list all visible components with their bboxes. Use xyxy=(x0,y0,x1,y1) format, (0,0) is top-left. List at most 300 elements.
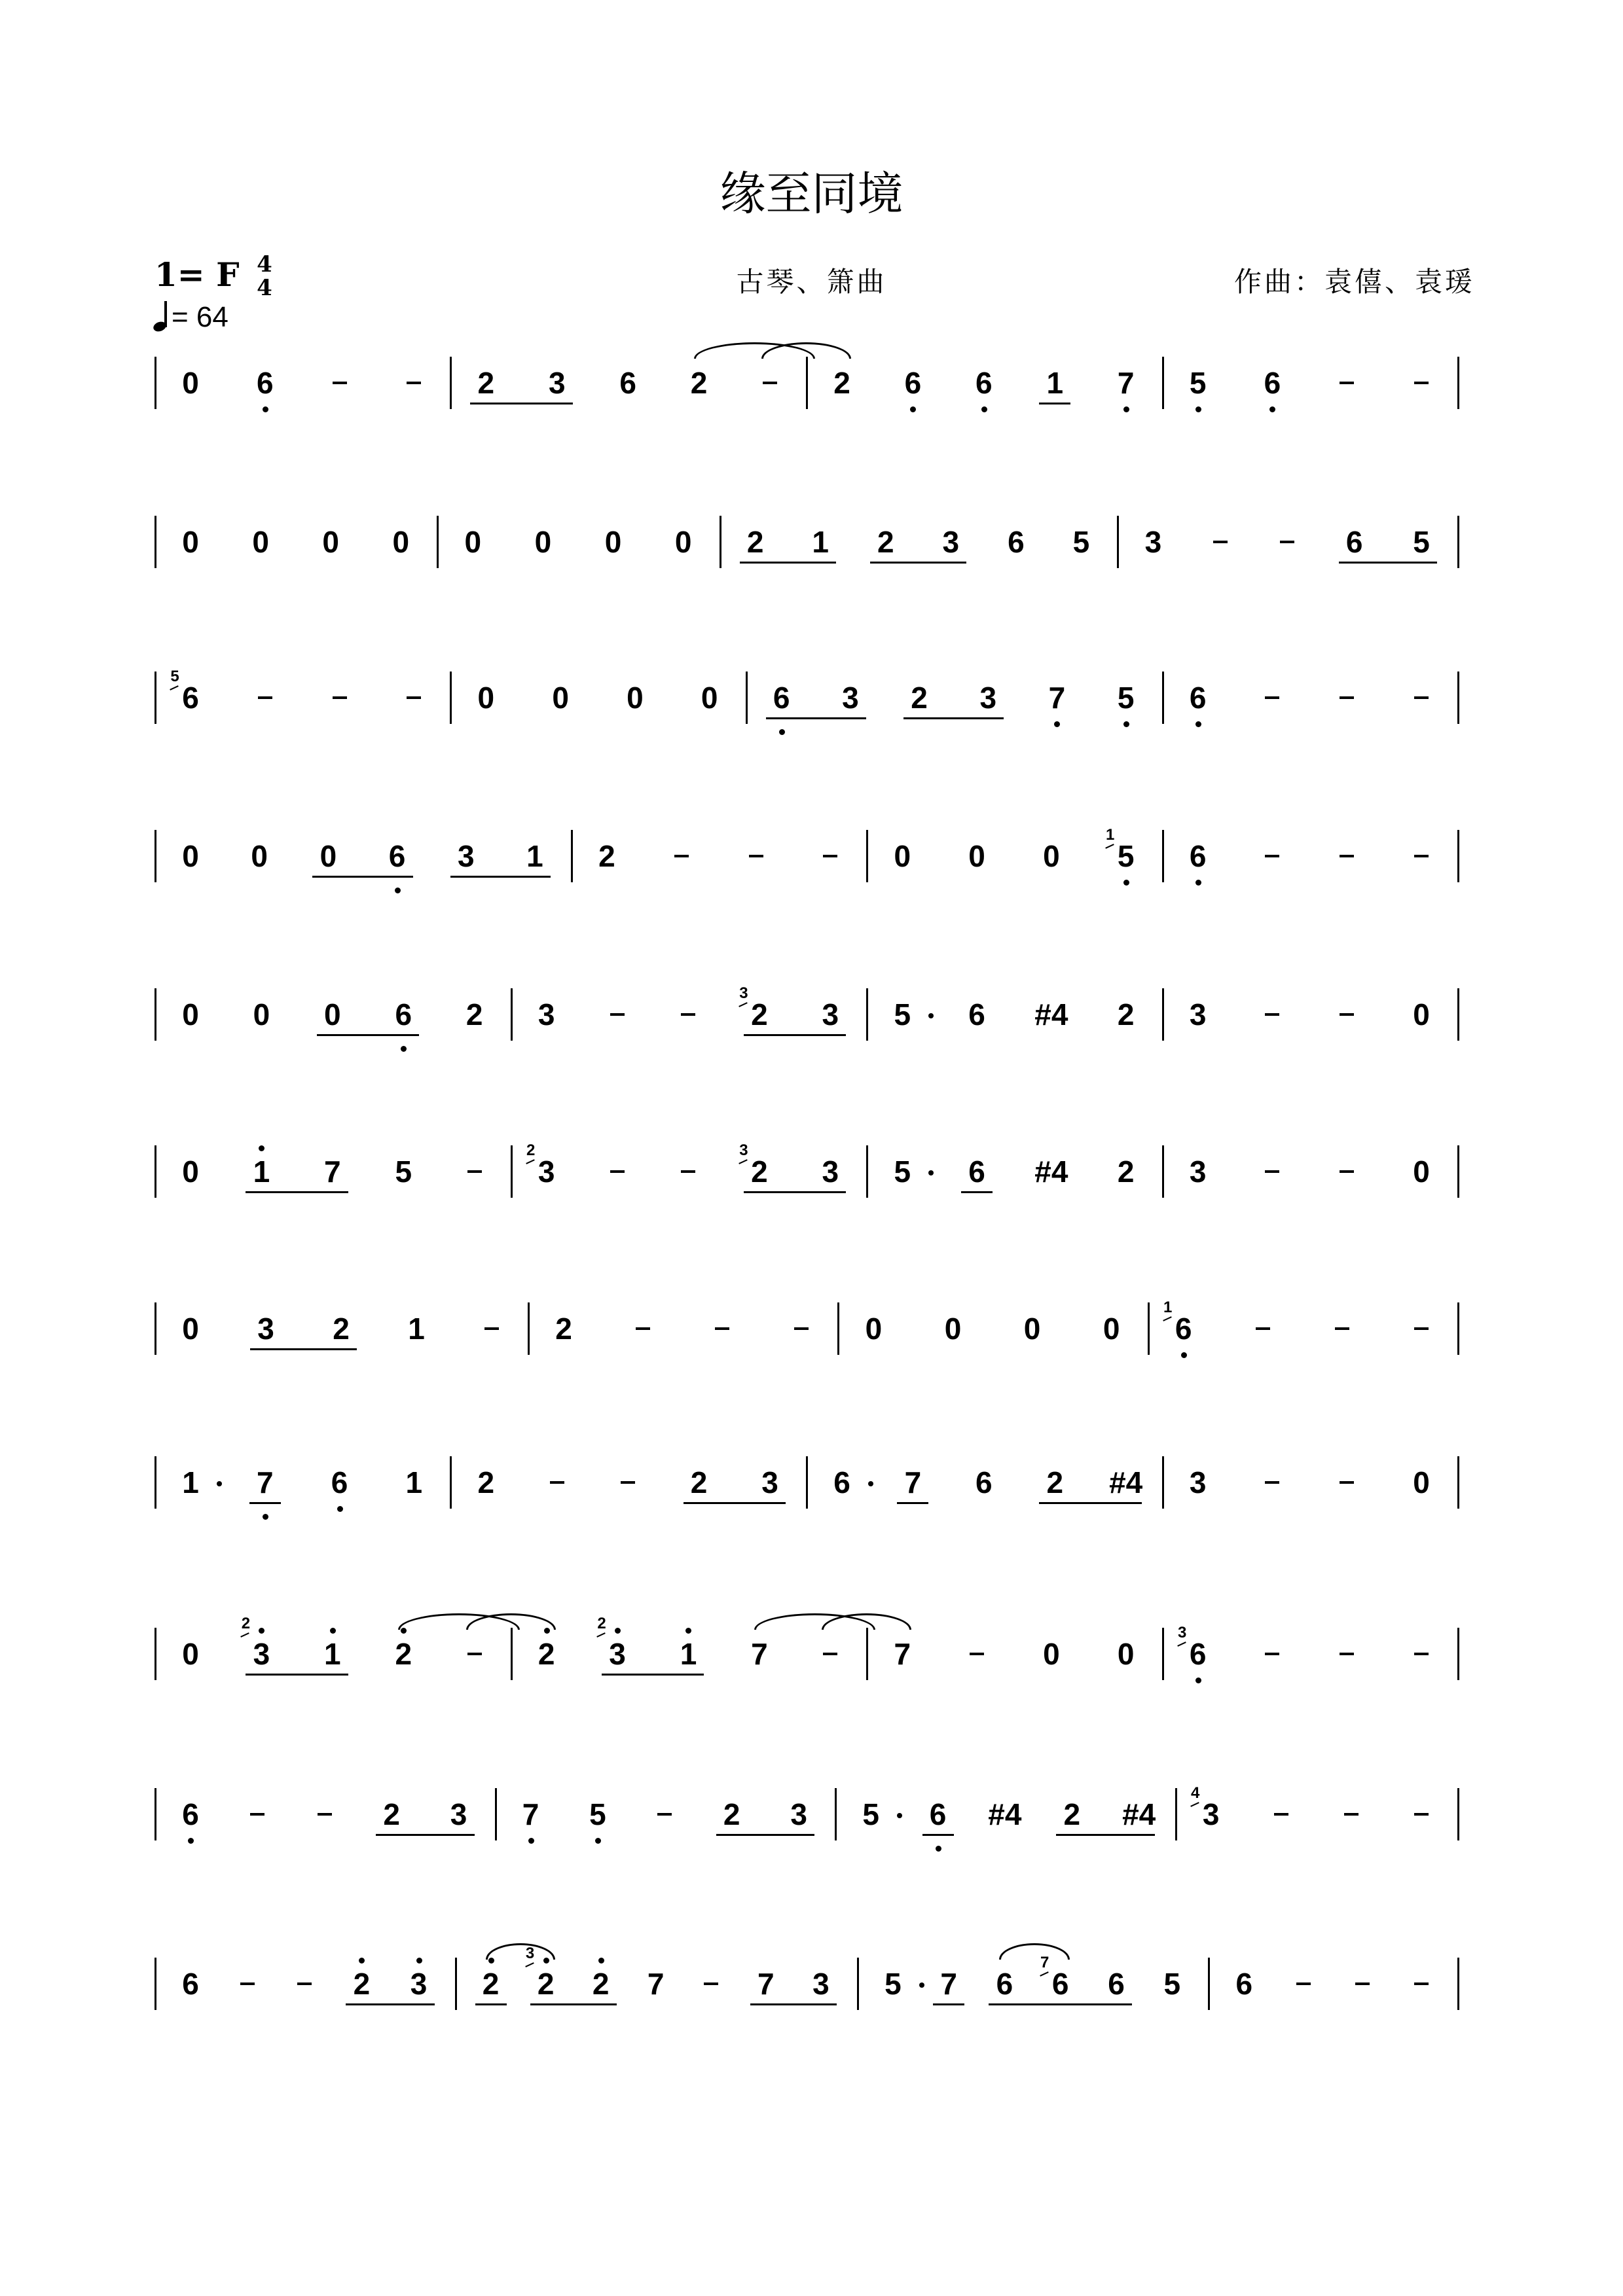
barline xyxy=(571,830,573,882)
eighth-underline xyxy=(1339,562,1437,564)
eighth-underline xyxy=(1056,1834,1154,1836)
barline xyxy=(1457,357,1459,409)
octave-down-dot xyxy=(1123,406,1129,412)
sustain-dash xyxy=(1340,1653,1354,1655)
octave-down-dot xyxy=(395,888,401,893)
page-title: 缘至同境 xyxy=(720,167,903,221)
rest-note: 0 xyxy=(552,681,569,715)
note: 1 xyxy=(812,525,829,559)
barline xyxy=(866,830,868,882)
eighth-underline xyxy=(250,1348,357,1350)
note: 7 xyxy=(522,1797,539,1831)
barline xyxy=(1457,672,1459,724)
sustain-dash xyxy=(704,1982,718,1985)
note: 6 xyxy=(929,1797,947,1831)
sustain-dash xyxy=(297,1982,312,1985)
barline xyxy=(511,1145,513,1198)
note: #4 xyxy=(1109,1465,1143,1499)
sustain-dash xyxy=(550,1481,564,1484)
note: 2 xyxy=(482,1967,500,2001)
note: 2 xyxy=(383,1797,400,1831)
grace-note: 4 xyxy=(1190,1784,1200,1802)
note: 6 xyxy=(1345,525,1363,559)
eighth-underline xyxy=(450,876,551,878)
score-row xyxy=(0,1784,1623,1906)
sustain-dash xyxy=(1414,382,1429,384)
note: 7 xyxy=(751,1637,768,1671)
sustain-dash xyxy=(610,1170,625,1173)
note: 3 xyxy=(410,1967,428,2001)
barline xyxy=(866,1628,868,1680)
note: 2 xyxy=(477,1465,495,1499)
barline xyxy=(1117,516,1119,568)
slur xyxy=(486,1943,555,1960)
note: 6 xyxy=(1264,366,1281,400)
rest-note: 0 xyxy=(1413,997,1430,1031)
octave-down-dot xyxy=(779,729,785,735)
eighth-underline xyxy=(317,1034,419,1036)
octave-down-dot xyxy=(1195,406,1201,412)
note: 1 xyxy=(405,1465,423,1499)
rest-note: 0 xyxy=(182,1637,199,1671)
sustain-dash xyxy=(794,1327,809,1330)
rest-note: 0 xyxy=(251,839,268,873)
barline xyxy=(835,1788,837,1840)
sustain-dash xyxy=(1344,1813,1359,1816)
sustain-dash xyxy=(681,1170,695,1173)
barline xyxy=(528,1302,530,1355)
rest-note: 0 xyxy=(182,525,199,559)
sustain-dash xyxy=(1213,541,1228,543)
note: 3 xyxy=(1189,1155,1207,1189)
sustain-dash xyxy=(318,1813,332,1816)
sustain-dash xyxy=(763,382,777,384)
score-row xyxy=(0,1615,1623,1746)
rest-note: 0 xyxy=(1103,1312,1120,1346)
octave-down-dot xyxy=(263,406,268,412)
note: 5 xyxy=(1072,525,1090,559)
rest-note: 0 xyxy=(894,839,911,873)
grace-note: 3 xyxy=(1177,1624,1187,1641)
note: 5 xyxy=(1189,366,1207,400)
note: 1 xyxy=(680,1637,697,1671)
grace-note: 2 xyxy=(241,1615,251,1632)
rest-note: 0 xyxy=(322,525,340,559)
octave-up-dot xyxy=(416,1958,422,1964)
eighth-underline xyxy=(1039,403,1070,404)
note: 7 xyxy=(894,1637,911,1671)
rest-note: 0 xyxy=(182,1312,199,1346)
rest-note: 0 xyxy=(182,839,199,873)
barline xyxy=(1457,516,1459,568)
rest-note: 0 xyxy=(944,1312,962,1346)
sustain-dash xyxy=(484,1327,499,1330)
octave-down-dot xyxy=(1054,721,1060,727)
note: 5 xyxy=(1163,1967,1181,2001)
note: 2 xyxy=(877,525,894,559)
rest-note: 0 xyxy=(1413,1465,1430,1499)
sustain-dash xyxy=(1414,1327,1429,1330)
barline xyxy=(155,516,156,568)
rest-note: 0 xyxy=(319,839,337,873)
note: 2 xyxy=(477,366,495,400)
note: 5 xyxy=(862,1797,879,1831)
sustain-dash xyxy=(657,1813,672,1816)
sustain-dash xyxy=(970,1653,984,1655)
octave-down-dot xyxy=(1123,880,1129,886)
barline xyxy=(1457,1628,1459,1680)
barline xyxy=(155,988,156,1041)
sustain-dash xyxy=(1265,855,1279,857)
barline xyxy=(866,988,868,1041)
note: 3 xyxy=(822,1155,839,1189)
note: 2 xyxy=(333,1312,350,1346)
rest-note: 0 xyxy=(324,997,341,1031)
note: 2 xyxy=(598,839,615,873)
sustain-dash xyxy=(250,1813,264,1816)
rest-note: 0 xyxy=(604,525,622,559)
eighth-underline xyxy=(750,2003,837,2005)
note: 6 xyxy=(833,1465,850,1499)
key-signature: 1= F xyxy=(155,255,240,294)
barline xyxy=(155,672,156,724)
eighth-underline xyxy=(346,2003,434,2005)
sustain-dash xyxy=(1265,1170,1279,1173)
time-signature-top: 4 xyxy=(257,251,272,278)
sustain-dash xyxy=(1256,1327,1270,1330)
rest-note: 0 xyxy=(627,681,644,715)
barline xyxy=(866,1145,868,1198)
sustain-dash xyxy=(1340,1481,1354,1484)
note: 3 xyxy=(257,1312,274,1346)
note: 1 xyxy=(182,1465,199,1499)
sustain-dash xyxy=(715,1327,729,1330)
sustain-dash xyxy=(1265,696,1279,699)
sustain-dash xyxy=(467,1653,482,1655)
barline xyxy=(155,357,156,409)
grace-note: 3 xyxy=(739,984,748,1002)
eighth-underline xyxy=(475,2003,507,2005)
eighth-underline xyxy=(744,1034,846,1036)
note: 2 xyxy=(751,1155,768,1189)
note: 7 xyxy=(940,1967,957,2001)
note: 3 xyxy=(253,1637,270,1671)
note: 3 xyxy=(822,997,839,1031)
sustain-dash xyxy=(1265,1481,1279,1484)
note: 3 xyxy=(979,681,997,715)
barline xyxy=(155,1302,156,1355)
note: 6 xyxy=(1189,839,1207,873)
note: 6 xyxy=(1175,1312,1192,1346)
note: #4 xyxy=(988,1797,1022,1831)
rest-note: 0 xyxy=(1117,1637,1135,1671)
octave-down-dot xyxy=(1123,721,1129,727)
sustain-dash xyxy=(1340,1013,1354,1016)
score-row xyxy=(0,1465,1623,1574)
note: 6 xyxy=(182,681,199,715)
barline xyxy=(1457,830,1459,882)
note: #4 xyxy=(1122,1797,1156,1831)
barline xyxy=(1457,1302,1459,1355)
note: 2 xyxy=(690,1465,708,1499)
note: 6 xyxy=(976,1465,993,1499)
barline xyxy=(511,1628,513,1680)
barline xyxy=(455,1958,457,2010)
note: 6 xyxy=(968,1155,985,1189)
score-row xyxy=(0,525,1623,634)
grace-note: 7 xyxy=(1040,1954,1049,1971)
barline xyxy=(1162,1145,1164,1198)
sustain-dash xyxy=(1340,382,1354,384)
rest-note: 0 xyxy=(252,525,269,559)
note: 5 xyxy=(1117,839,1135,873)
sustain-dash xyxy=(333,696,347,699)
eighth-underline xyxy=(684,1502,786,1504)
note: 1 xyxy=(526,839,543,873)
octave-up-dot xyxy=(259,1145,264,1151)
barline xyxy=(437,516,439,568)
note: 6 xyxy=(1235,1967,1253,2001)
eighth-underline xyxy=(766,717,866,719)
sustain-dash xyxy=(621,1481,635,1484)
note: 1 xyxy=(1046,366,1064,400)
grace-note: 2 xyxy=(597,1615,606,1632)
eighth-underline xyxy=(376,1834,474,1836)
barline xyxy=(155,1788,156,1840)
sustain-dash xyxy=(674,855,689,857)
score-row xyxy=(0,668,1623,789)
eighth-underline xyxy=(716,1834,814,1836)
note: 6 xyxy=(1008,525,1025,559)
rest-note: 0 xyxy=(182,1155,199,1189)
eighth-underline xyxy=(602,1674,704,1676)
barline xyxy=(1457,1788,1459,1840)
rest-note: 0 xyxy=(464,525,482,559)
barline xyxy=(806,1456,808,1509)
note: 5 xyxy=(894,997,911,1031)
augmentation-dot xyxy=(928,1170,934,1175)
sustain-dash xyxy=(240,1982,255,1985)
grace-note: 3 xyxy=(739,1141,748,1159)
note: 5 xyxy=(884,1967,902,2001)
note: 6 xyxy=(395,997,412,1031)
time-signature-bottom: 4 xyxy=(257,275,272,301)
octave-down-dot xyxy=(910,406,916,412)
barline xyxy=(1148,1302,1150,1355)
sustain-dash xyxy=(258,696,272,699)
note: 2 xyxy=(538,1637,555,1671)
note: 2 xyxy=(1117,1155,1135,1189)
sustain-dash xyxy=(749,855,763,857)
barline xyxy=(1162,988,1164,1041)
eighth-underline xyxy=(903,717,1004,719)
barline xyxy=(495,1788,497,1840)
grace-note: 1 xyxy=(1105,826,1115,844)
note: 3 xyxy=(812,1967,830,2001)
octave-up-dot xyxy=(359,1958,365,1964)
note: 6 xyxy=(388,839,406,873)
composer-credit: 作曲：袁僖、袁瑗 xyxy=(1233,266,1475,298)
note: 7 xyxy=(1117,366,1135,400)
note: #4 xyxy=(1034,997,1068,1031)
sustain-dash xyxy=(1355,1982,1370,1985)
rest-note: 0 xyxy=(182,366,199,400)
note: 6 xyxy=(976,366,993,400)
octave-up-dot xyxy=(259,1628,264,1634)
sustain-dash xyxy=(681,1013,695,1016)
note: 2 xyxy=(465,997,483,1031)
score-row xyxy=(0,984,1623,1106)
note: 3 xyxy=(1202,1797,1220,1831)
octave-down-dot xyxy=(936,1846,941,1852)
sustain-dash xyxy=(1414,1813,1429,1816)
tempo-value: = 64 xyxy=(172,301,228,333)
octave-down-dot xyxy=(1181,1352,1187,1358)
sustain-dash xyxy=(636,1327,650,1330)
octave-down-dot xyxy=(188,1838,194,1844)
eighth-underline xyxy=(312,876,412,878)
note: 1 xyxy=(408,1312,425,1346)
note: 6 xyxy=(1108,1967,1125,2001)
sustain-dash xyxy=(333,382,347,384)
octave-down-dot xyxy=(1195,1677,1201,1683)
sustain-dash xyxy=(1414,855,1429,857)
sustain-dash xyxy=(823,855,837,857)
sustain-dash xyxy=(1265,1013,1279,1016)
sustain-dash xyxy=(1414,1982,1429,1985)
sustain-dash xyxy=(1340,1170,1354,1173)
note: 3 xyxy=(450,1797,467,1831)
note: 2 xyxy=(1063,1797,1081,1831)
eighth-underline xyxy=(246,1191,348,1193)
note: 3 xyxy=(1189,997,1207,1031)
octave-down-dot xyxy=(1195,721,1201,727)
augmentation-dot xyxy=(868,1481,873,1486)
sustain-dash xyxy=(1274,1813,1288,1816)
barline xyxy=(1457,1456,1459,1509)
note: 2 xyxy=(1046,1465,1064,1499)
note: 2 xyxy=(537,1967,555,2001)
eighth-underline xyxy=(1039,1502,1141,1504)
barline xyxy=(450,1456,452,1509)
score-row xyxy=(0,826,1623,948)
octave-down-dot xyxy=(337,1506,343,1512)
sustain-dash xyxy=(1335,1327,1349,1330)
note: 5 xyxy=(1413,525,1430,559)
note: 2 xyxy=(723,1797,740,1831)
octave-up-dot xyxy=(330,1628,336,1634)
note: 2 xyxy=(911,681,928,715)
barline xyxy=(1457,988,1459,1041)
octave-down-dot xyxy=(528,1838,534,1844)
note: 6 xyxy=(1189,1637,1207,1671)
note: 1 xyxy=(324,1637,341,1671)
note: 2 xyxy=(353,1967,371,2001)
rest-note: 0 xyxy=(534,525,552,559)
rest-note: 0 xyxy=(253,997,270,1031)
note: 2 xyxy=(833,366,850,400)
rest-note: 0 xyxy=(1413,1155,1430,1189)
rest-note: 0 xyxy=(1023,1312,1041,1346)
note: 6 xyxy=(904,366,922,400)
sustain-dash xyxy=(407,696,421,699)
note: 3 xyxy=(457,839,475,873)
eighth-underline xyxy=(922,1834,954,1836)
note: 6 xyxy=(773,681,790,715)
eighth-underline xyxy=(961,1191,993,1193)
rest-note: 0 xyxy=(477,681,495,715)
note: 7 xyxy=(904,1465,922,1499)
barline xyxy=(720,516,721,568)
grace-note: 3 xyxy=(525,1945,535,1962)
note: 3 xyxy=(790,1797,807,1831)
note: 5 xyxy=(395,1155,412,1189)
barline xyxy=(155,830,156,882)
sustain-dash xyxy=(1414,1653,1429,1655)
sustain-dash xyxy=(1280,541,1294,543)
sustain-dash xyxy=(467,1170,482,1173)
barline xyxy=(155,1628,156,1680)
rest-note: 0 xyxy=(1043,1637,1060,1671)
note: 2 xyxy=(592,1967,610,2001)
barline xyxy=(806,357,808,409)
octave-down-dot xyxy=(981,406,987,412)
octave-up-dot xyxy=(685,1628,691,1634)
sustain-dash xyxy=(1340,696,1354,699)
note: 7 xyxy=(757,1967,775,2001)
instrument-subtitle: 古琴、箫曲 xyxy=(736,266,887,298)
barline xyxy=(511,988,513,1041)
barline xyxy=(1457,1958,1459,2010)
barline xyxy=(450,357,452,409)
note: 5 xyxy=(894,1155,911,1189)
augmentation-dot xyxy=(897,1813,902,1818)
barline xyxy=(746,672,748,724)
eighth-underline xyxy=(744,1191,846,1193)
note: 5 xyxy=(589,1797,606,1831)
note: 3 xyxy=(942,525,960,559)
note: 6 xyxy=(182,1967,199,2001)
octave-up-dot xyxy=(598,1958,604,1964)
note: 3 xyxy=(538,997,555,1031)
note: 2 xyxy=(751,997,768,1031)
score-row xyxy=(0,366,1623,475)
barline xyxy=(155,1456,156,1509)
note: 2 xyxy=(395,1637,412,1671)
sustain-dash xyxy=(823,1653,837,1655)
rest-note: 0 xyxy=(701,681,718,715)
note: 2 xyxy=(1117,997,1135,1031)
rest-note: 0 xyxy=(182,997,199,1031)
note: 6 xyxy=(331,1465,348,1499)
rest-note: 0 xyxy=(392,525,410,559)
eighth-underline xyxy=(933,2003,964,2005)
rest-note: 0 xyxy=(1043,839,1060,873)
eighth-underline xyxy=(897,1502,928,1504)
rest-note: 0 xyxy=(968,839,985,873)
sustain-dash xyxy=(1265,1653,1279,1655)
slur xyxy=(999,1943,1069,1960)
note: 6 xyxy=(1189,681,1207,715)
note: 3 xyxy=(1189,1465,1207,1499)
note: 3 xyxy=(538,1155,555,1189)
note: 6 xyxy=(256,366,274,400)
score-row xyxy=(0,1945,1623,2075)
sustain-dash xyxy=(610,1013,625,1016)
barline xyxy=(1208,1958,1210,2010)
barline xyxy=(1175,1788,1177,1840)
note: 3 xyxy=(842,681,859,715)
